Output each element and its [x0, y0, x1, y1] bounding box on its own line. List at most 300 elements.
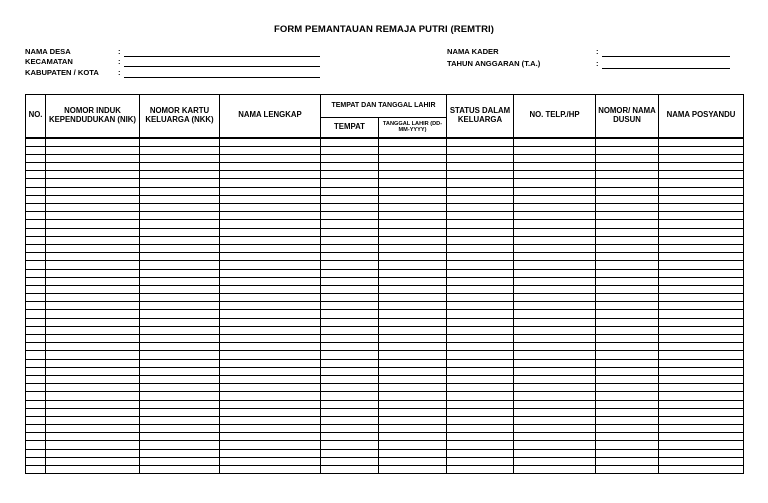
table-cell[interactable]	[379, 375, 447, 383]
table-cell[interactable]	[46, 335, 140, 343]
table-cell[interactable]	[321, 171, 379, 179]
table-cell[interactable]	[220, 466, 321, 474]
table-cell[interactable]	[447, 261, 514, 269]
table-cell[interactable]	[46, 171, 140, 179]
table-cell[interactable]	[321, 269, 379, 277]
table-cell[interactable]	[514, 351, 596, 359]
table-cell[interactable]	[379, 294, 447, 302]
table-cell[interactable]	[220, 253, 321, 261]
table-cell[interactable]	[220, 343, 321, 351]
nama-desa-field[interactable]	[124, 56, 320, 57]
table-cell[interactable]	[379, 392, 447, 400]
table-cell[interactable]	[596, 171, 659, 179]
table-cell[interactable]	[514, 154, 596, 162]
table-cell[interactable]	[46, 228, 140, 236]
table-cell[interactable]	[596, 146, 659, 154]
table-cell[interactable]	[447, 244, 514, 252]
table-cell[interactable]	[659, 212, 744, 220]
table-cell[interactable]	[596, 359, 659, 367]
table-cell[interactable]	[220, 351, 321, 359]
table-cell[interactable]	[514, 163, 596, 171]
table-cell[interactable]	[26, 343, 46, 351]
table-cell[interactable]	[46, 326, 140, 334]
table-cell[interactable]	[659, 392, 744, 400]
table-cell[interactable]	[659, 367, 744, 375]
table-cell[interactable]	[447, 154, 514, 162]
table-cell[interactable]	[596, 179, 659, 187]
table-cell[interactable]	[220, 359, 321, 367]
table-cell[interactable]	[220, 457, 321, 465]
table-cell[interactable]	[447, 163, 514, 171]
table-cell[interactable]	[140, 433, 220, 441]
table-cell[interactable]	[659, 425, 744, 433]
table-cell[interactable]	[26, 392, 46, 400]
table-cell[interactable]	[321, 154, 379, 162]
table-cell[interactable]	[26, 138, 46, 147]
table-cell[interactable]	[514, 408, 596, 416]
table-cell[interactable]	[514, 359, 596, 367]
table-cell[interactable]	[447, 187, 514, 195]
table-cell[interactable]	[46, 310, 140, 318]
table-cell[interactable]	[379, 466, 447, 474]
table-cell[interactable]	[140, 277, 220, 285]
table-cell[interactable]	[596, 285, 659, 293]
table-cell[interactable]	[140, 220, 220, 228]
table-cell[interactable]	[321, 138, 379, 147]
table-cell[interactable]	[514, 261, 596, 269]
table-cell[interactable]	[659, 457, 744, 465]
table-cell[interactable]	[596, 367, 659, 375]
table-cell[interactable]	[659, 343, 744, 351]
table-cell[interactable]	[26, 236, 46, 244]
table-cell[interactable]	[140, 294, 220, 302]
table-cell[interactable]	[220, 220, 321, 228]
table-cell[interactable]	[514, 277, 596, 285]
table-cell[interactable]	[140, 335, 220, 343]
table-cell[interactable]	[596, 433, 659, 441]
table-cell[interactable]	[596, 302, 659, 310]
table-cell[interactable]	[140, 179, 220, 187]
table-cell[interactable]	[659, 302, 744, 310]
table-cell[interactable]	[659, 154, 744, 162]
table-cell[interactable]	[447, 310, 514, 318]
table-cell[interactable]	[140, 253, 220, 261]
table-cell[interactable]	[659, 138, 744, 147]
table-cell[interactable]	[140, 367, 220, 375]
table-cell[interactable]	[321, 318, 379, 326]
table-cell[interactable]	[220, 244, 321, 252]
table-cell[interactable]	[321, 261, 379, 269]
table-cell[interactable]	[447, 212, 514, 220]
table-cell[interactable]	[26, 457, 46, 465]
table-cell[interactable]	[46, 367, 140, 375]
table-cell[interactable]	[26, 335, 46, 343]
table-cell[interactable]	[140, 359, 220, 367]
table-cell[interactable]	[659, 310, 744, 318]
table-cell[interactable]	[46, 384, 140, 392]
table-cell[interactable]	[321, 392, 379, 400]
table-cell[interactable]	[321, 416, 379, 424]
table-cell[interactable]	[379, 277, 447, 285]
table-cell[interactable]	[140, 163, 220, 171]
table-cell[interactable]	[321, 359, 379, 367]
table-cell[interactable]	[140, 384, 220, 392]
table-cell[interactable]	[596, 326, 659, 334]
table-cell[interactable]	[379, 400, 447, 408]
table-cell[interactable]	[514, 310, 596, 318]
table-cell[interactable]	[447, 367, 514, 375]
table-cell[interactable]	[46, 285, 140, 293]
table-cell[interactable]	[659, 294, 744, 302]
table-cell[interactable]	[220, 269, 321, 277]
table-cell[interactable]	[596, 154, 659, 162]
table-cell[interactable]	[140, 146, 220, 154]
table-cell[interactable]	[321, 212, 379, 220]
table-cell[interactable]	[46, 253, 140, 261]
table-cell[interactable]	[514, 416, 596, 424]
table-cell[interactable]	[596, 269, 659, 277]
table-cell[interactable]	[514, 204, 596, 212]
table-cell[interactable]	[379, 367, 447, 375]
table-cell[interactable]	[514, 195, 596, 203]
table-cell[interactable]	[321, 457, 379, 465]
table-cell[interactable]	[514, 384, 596, 392]
table-cell[interactable]	[220, 146, 321, 154]
table-cell[interactable]	[379, 138, 447, 147]
table-cell[interactable]	[220, 294, 321, 302]
table-cell[interactable]	[379, 441, 447, 449]
table-cell[interactable]	[659, 433, 744, 441]
table-cell[interactable]	[46, 359, 140, 367]
table-cell[interactable]	[321, 343, 379, 351]
table-cell[interactable]	[514, 367, 596, 375]
table-cell[interactable]	[659, 146, 744, 154]
table-cell[interactable]	[140, 302, 220, 310]
kecamatan-field[interactable]	[124, 66, 320, 67]
table-cell[interactable]	[447, 384, 514, 392]
table-cell[interactable]	[220, 163, 321, 171]
table-cell[interactable]	[220, 375, 321, 383]
table-cell[interactable]	[379, 269, 447, 277]
table-cell[interactable]	[514, 294, 596, 302]
table-cell[interactable]	[26, 416, 46, 424]
table-cell[interactable]	[514, 326, 596, 334]
table-cell[interactable]	[447, 318, 514, 326]
table-cell[interactable]	[46, 294, 140, 302]
table-cell[interactable]	[26, 294, 46, 302]
table-cell[interactable]	[447, 277, 514, 285]
table-cell[interactable]	[596, 138, 659, 147]
table-cell[interactable]	[659, 375, 744, 383]
table-cell[interactable]	[140, 425, 220, 433]
table-cell[interactable]	[46, 163, 140, 171]
table-cell[interactable]	[46, 204, 140, 212]
kabupaten-kota-field[interactable]	[124, 77, 320, 78]
table-cell[interactable]	[514, 228, 596, 236]
table-cell[interactable]	[46, 277, 140, 285]
table-cell[interactable]	[447, 236, 514, 244]
table-cell[interactable]	[321, 277, 379, 285]
table-cell[interactable]	[321, 466, 379, 474]
table-cell[interactable]	[140, 457, 220, 465]
table-cell[interactable]	[140, 400, 220, 408]
table-cell[interactable]	[379, 351, 447, 359]
table-cell[interactable]	[379, 146, 447, 154]
table-cell[interactable]	[379, 253, 447, 261]
table-cell[interactable]	[26, 384, 46, 392]
table-cell[interactable]	[659, 220, 744, 228]
nama-kader-field[interactable]	[602, 56, 730, 57]
table-cell[interactable]	[26, 220, 46, 228]
table-cell[interactable]	[514, 212, 596, 220]
table-cell[interactable]	[26, 163, 46, 171]
table-cell[interactable]	[321, 285, 379, 293]
table-cell[interactable]	[659, 171, 744, 179]
table-cell[interactable]	[447, 425, 514, 433]
table-cell[interactable]	[220, 318, 321, 326]
table-cell[interactable]	[220, 285, 321, 293]
table-cell[interactable]	[321, 400, 379, 408]
table-cell[interactable]	[447, 441, 514, 449]
table-cell[interactable]	[379, 318, 447, 326]
table-cell[interactable]	[46, 261, 140, 269]
table-cell[interactable]	[514, 236, 596, 244]
table-cell[interactable]	[514, 285, 596, 293]
table-cell[interactable]	[321, 433, 379, 441]
table-cell[interactable]	[321, 335, 379, 343]
table-cell[interactable]	[447, 302, 514, 310]
table-cell[interactable]	[596, 375, 659, 383]
table-cell[interactable]	[321, 195, 379, 203]
table-cell[interactable]	[379, 425, 447, 433]
table-cell[interactable]	[514, 335, 596, 343]
table-cell[interactable]	[514, 318, 596, 326]
table-cell[interactable]	[321, 384, 379, 392]
table-cell[interactable]	[220, 154, 321, 162]
table-cell[interactable]	[659, 236, 744, 244]
table-cell[interactable]	[220, 384, 321, 392]
table-cell[interactable]	[321, 179, 379, 187]
table-cell[interactable]	[321, 146, 379, 154]
table-cell[interactable]	[220, 261, 321, 269]
table-cell[interactable]	[379, 212, 447, 220]
table-cell[interactable]	[447, 359, 514, 367]
table-cell[interactable]	[659, 326, 744, 334]
table-cell[interactable]	[140, 244, 220, 252]
table-cell[interactable]	[321, 449, 379, 457]
table-cell[interactable]	[596, 457, 659, 465]
table-cell[interactable]	[379, 236, 447, 244]
table-cell[interactable]	[26, 179, 46, 187]
table-cell[interactable]	[140, 228, 220, 236]
table-cell[interactable]	[596, 441, 659, 449]
table-cell[interactable]	[659, 449, 744, 457]
table-cell[interactable]	[46, 138, 140, 147]
table-cell[interactable]	[321, 204, 379, 212]
table-cell[interactable]	[596, 236, 659, 244]
table-cell[interactable]	[26, 359, 46, 367]
table-cell[interactable]	[321, 326, 379, 334]
table-cell[interactable]	[379, 343, 447, 351]
table-cell[interactable]	[659, 261, 744, 269]
table-cell[interactable]	[659, 204, 744, 212]
table-cell[interactable]	[46, 351, 140, 359]
table-cell[interactable]	[26, 302, 46, 310]
table-cell[interactable]	[46, 244, 140, 252]
table-cell[interactable]	[596, 408, 659, 416]
table-cell[interactable]	[596, 310, 659, 318]
table-cell[interactable]	[596, 449, 659, 457]
table-cell[interactable]	[220, 187, 321, 195]
table-cell[interactable]	[26, 146, 46, 154]
table-cell[interactable]	[514, 302, 596, 310]
table-cell[interactable]	[46, 392, 140, 400]
table-cell[interactable]	[46, 179, 140, 187]
table-cell[interactable]	[447, 269, 514, 277]
table-cell[interactable]	[379, 433, 447, 441]
table-cell[interactable]	[379, 220, 447, 228]
table-cell[interactable]	[596, 294, 659, 302]
table-cell[interactable]	[140, 285, 220, 293]
table-cell[interactable]	[220, 326, 321, 334]
table-cell[interactable]	[596, 318, 659, 326]
table-cell[interactable]	[321, 425, 379, 433]
table-cell[interactable]	[220, 204, 321, 212]
table-cell[interactable]	[596, 204, 659, 212]
table-cell[interactable]	[321, 163, 379, 171]
table-cell[interactable]	[26, 375, 46, 383]
table-cell[interactable]	[26, 204, 46, 212]
table-cell[interactable]	[659, 195, 744, 203]
table-cell[interactable]	[140, 310, 220, 318]
table-cell[interactable]	[46, 318, 140, 326]
table-cell[interactable]	[321, 253, 379, 261]
table-cell[interactable]	[321, 228, 379, 236]
table-cell[interactable]	[659, 179, 744, 187]
table-cell[interactable]	[514, 179, 596, 187]
table-cell[interactable]	[659, 253, 744, 261]
table-cell[interactable]	[220, 171, 321, 179]
table-cell[interactable]	[447, 416, 514, 424]
table-cell[interactable]	[321, 408, 379, 416]
table-cell[interactable]	[140, 236, 220, 244]
table-cell[interactable]	[46, 466, 140, 474]
table-cell[interactable]	[220, 433, 321, 441]
table-cell[interactable]	[659, 441, 744, 449]
table-cell[interactable]	[447, 343, 514, 351]
table-cell[interactable]	[596, 228, 659, 236]
table-cell[interactable]	[447, 138, 514, 147]
table-cell[interactable]	[447, 326, 514, 334]
table-cell[interactable]	[447, 171, 514, 179]
table-cell[interactable]	[514, 375, 596, 383]
table-cell[interactable]	[447, 285, 514, 293]
table-cell[interactable]	[140, 138, 220, 147]
table-cell[interactable]	[26, 367, 46, 375]
table-cell[interactable]	[596, 343, 659, 351]
table-cell[interactable]	[26, 154, 46, 162]
table-cell[interactable]	[659, 466, 744, 474]
table-cell[interactable]	[321, 302, 379, 310]
table-cell[interactable]	[46, 449, 140, 457]
table-cell[interactable]	[447, 449, 514, 457]
table-cell[interactable]	[379, 408, 447, 416]
table-cell[interactable]	[659, 285, 744, 293]
table-cell[interactable]	[379, 335, 447, 343]
table-cell[interactable]	[596, 244, 659, 252]
table-cell[interactable]	[596, 187, 659, 195]
table-cell[interactable]	[379, 195, 447, 203]
table-cell[interactable]	[26, 351, 46, 359]
table-cell[interactable]	[447, 253, 514, 261]
table-cell[interactable]	[447, 146, 514, 154]
table-cell[interactable]	[379, 285, 447, 293]
table-cell[interactable]	[596, 335, 659, 343]
table-cell[interactable]	[26, 187, 46, 195]
table-cell[interactable]	[220, 425, 321, 433]
table-cell[interactable]	[379, 326, 447, 334]
table-cell[interactable]	[321, 310, 379, 318]
table-cell[interactable]	[26, 408, 46, 416]
table-cell[interactable]	[140, 269, 220, 277]
table-cell[interactable]	[596, 163, 659, 171]
table-cell[interactable]	[220, 228, 321, 236]
table-cell[interactable]	[379, 416, 447, 424]
table-cell[interactable]	[220, 367, 321, 375]
table-cell[interactable]	[659, 277, 744, 285]
table-cell[interactable]	[659, 228, 744, 236]
table-cell[interactable]	[46, 154, 140, 162]
table-cell[interactable]	[26, 269, 46, 277]
table-cell[interactable]	[26, 244, 46, 252]
table-cell[interactable]	[514, 220, 596, 228]
table-cell[interactable]	[46, 146, 140, 154]
table-cell[interactable]	[220, 310, 321, 318]
table-cell[interactable]	[46, 195, 140, 203]
table-cell[interactable]	[46, 425, 140, 433]
table-cell[interactable]	[514, 187, 596, 195]
tahun-anggaran-field[interactable]	[602, 68, 730, 69]
table-cell[interactable]	[26, 449, 46, 457]
table-cell[interactable]	[596, 351, 659, 359]
table-cell[interactable]	[447, 466, 514, 474]
table-cell[interactable]	[220, 195, 321, 203]
table-cell[interactable]	[46, 343, 140, 351]
table-cell[interactable]	[220, 400, 321, 408]
table-cell[interactable]	[46, 236, 140, 244]
table-cell[interactable]	[26, 277, 46, 285]
table-cell[interactable]	[596, 392, 659, 400]
table-cell[interactable]	[26, 285, 46, 293]
table-cell[interactable]	[140, 261, 220, 269]
table-cell[interactable]	[46, 220, 140, 228]
table-cell[interactable]	[26, 212, 46, 220]
table-cell[interactable]	[379, 154, 447, 162]
table-cell[interactable]	[140, 392, 220, 400]
table-cell[interactable]	[596, 384, 659, 392]
table-cell[interactable]	[140, 326, 220, 334]
table-cell[interactable]	[220, 449, 321, 457]
table-cell[interactable]	[26, 228, 46, 236]
table-cell[interactable]	[321, 220, 379, 228]
table-cell[interactable]	[379, 163, 447, 171]
table-cell[interactable]	[514, 138, 596, 147]
table-cell[interactable]	[321, 375, 379, 383]
table-cell[interactable]	[220, 179, 321, 187]
table-cell[interactable]	[26, 195, 46, 203]
table-cell[interactable]	[220, 138, 321, 147]
table-cell[interactable]	[140, 408, 220, 416]
